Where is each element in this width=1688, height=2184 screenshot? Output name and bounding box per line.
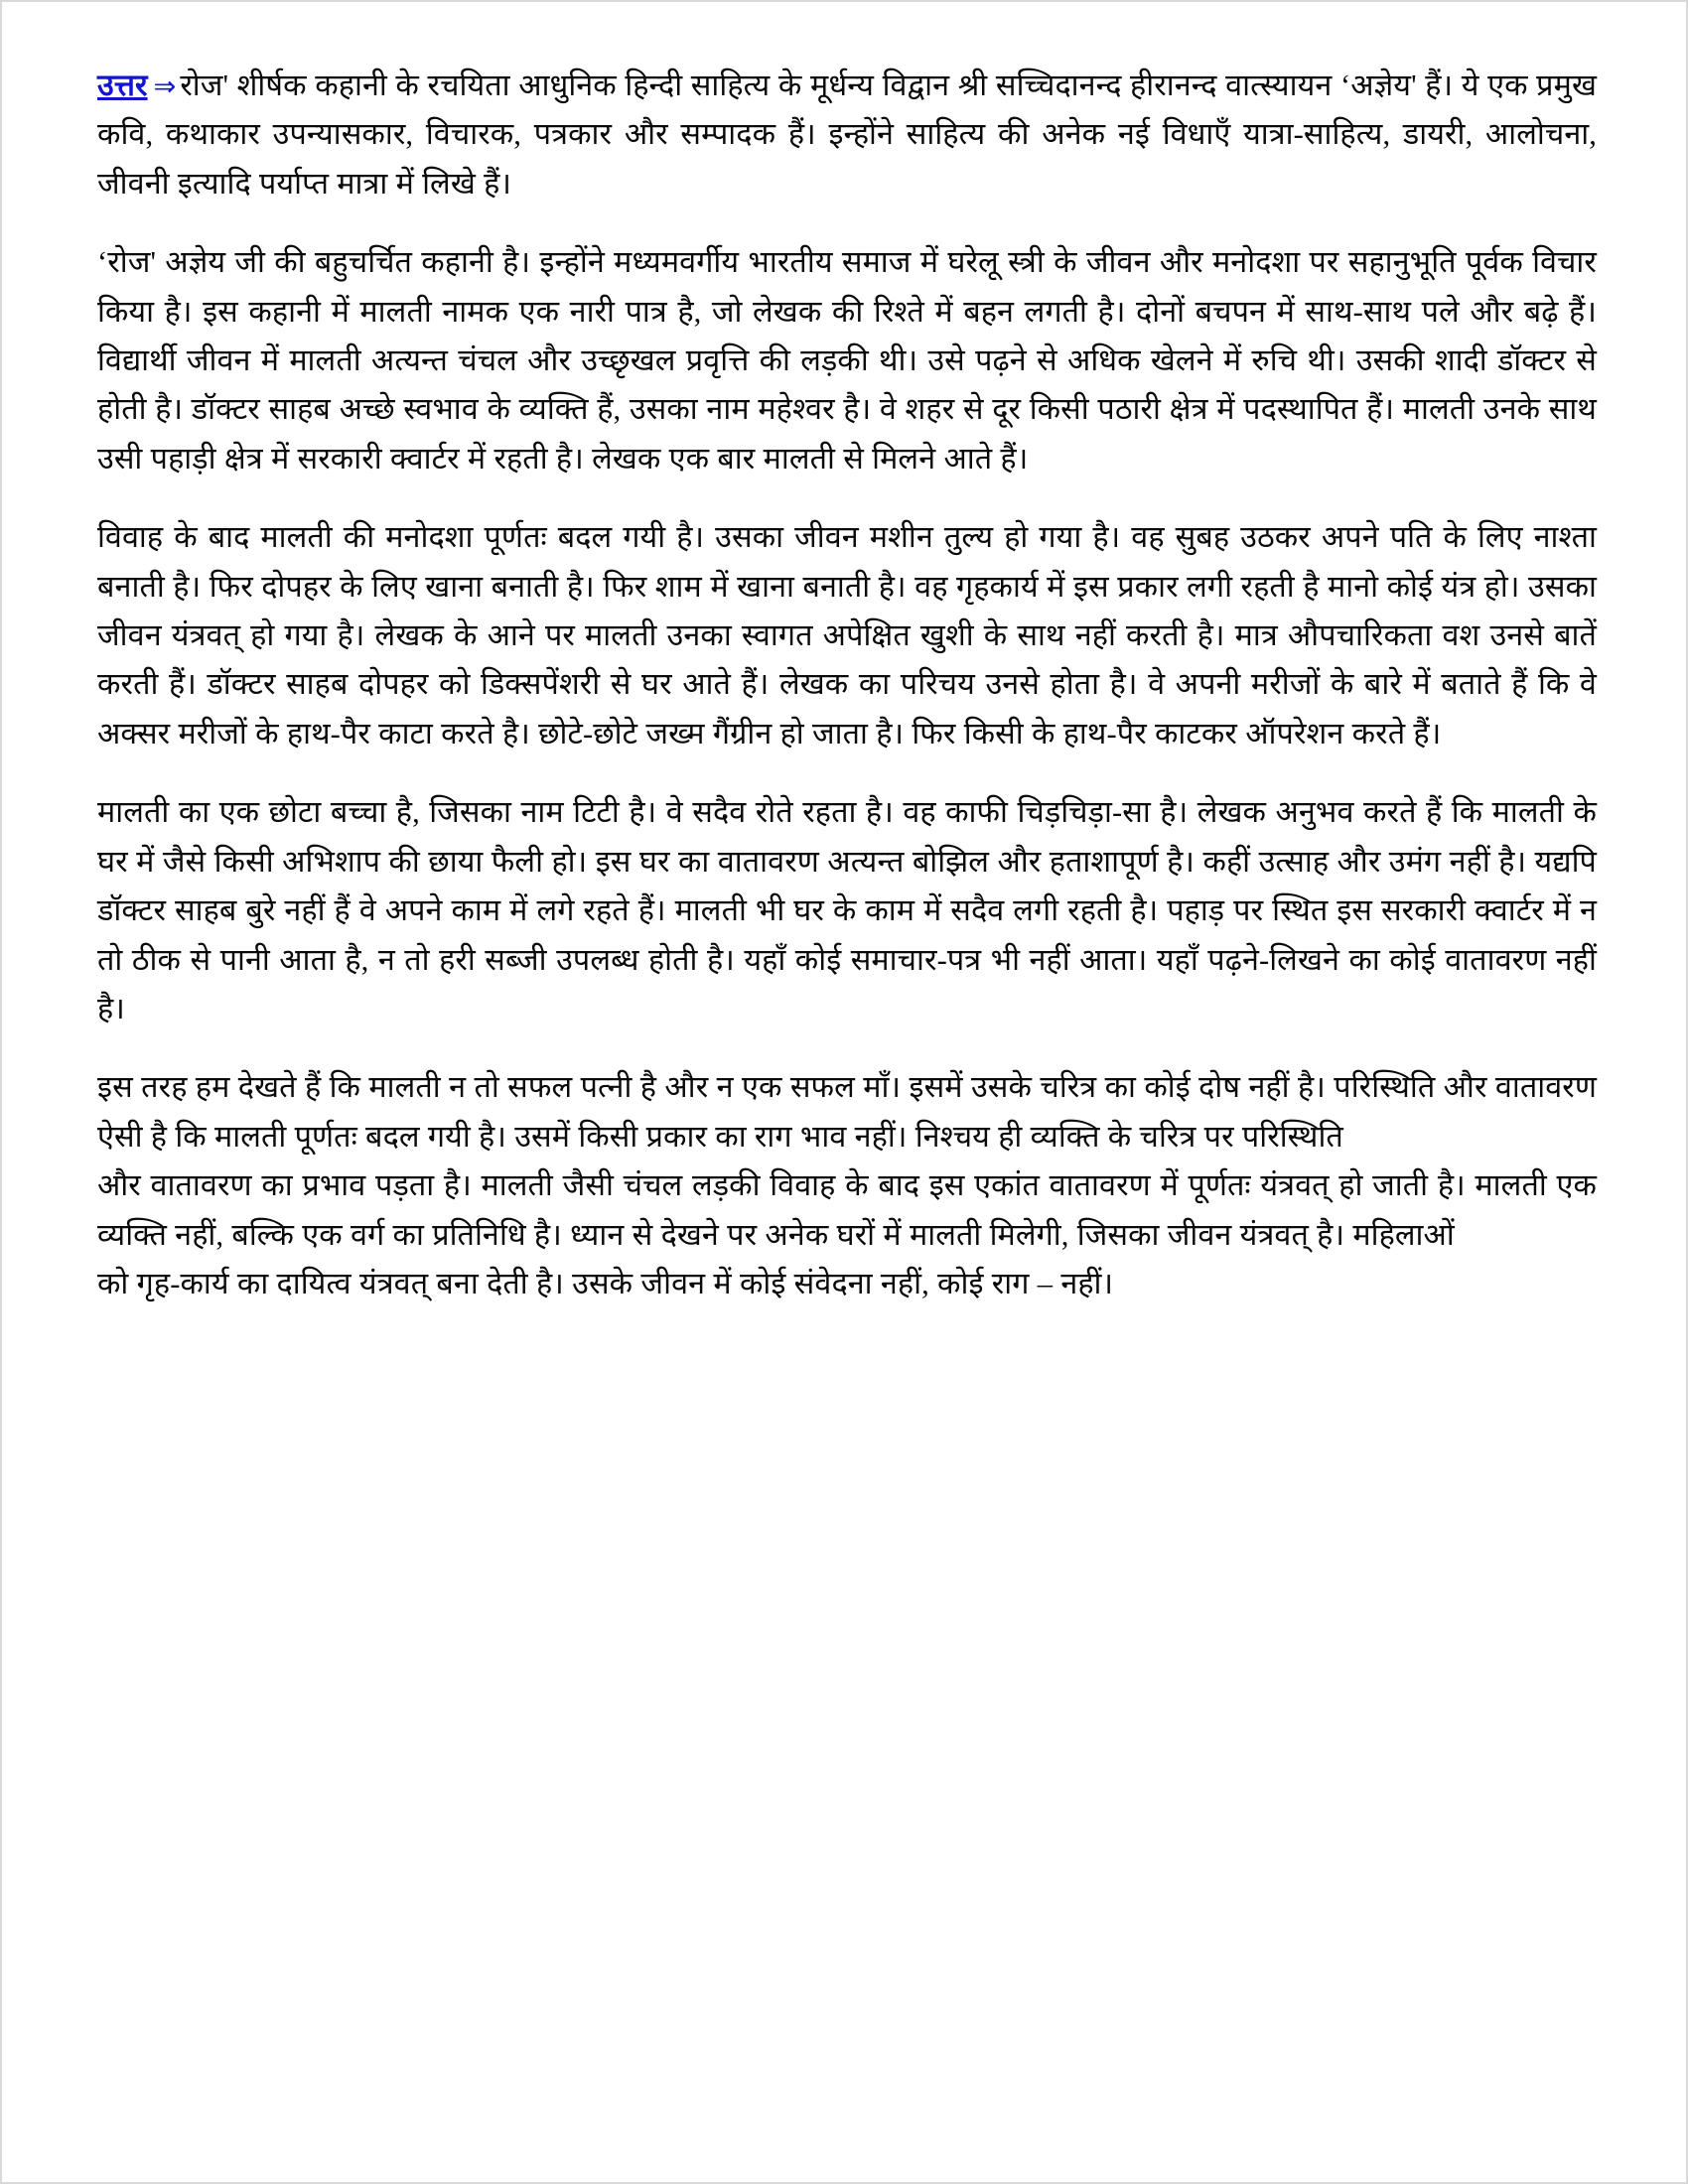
paragraph-5-part-c: को गृह-कार्य का दायित्व यंत्रवत् बना देती है। उसके जीवन में कोई संवेदना नहीं, कोई राग – नहीं। [97,1266,1114,1300]
paragraph-5-part-a: इस तरह हम देखते हैं कि मालती न तो सफल पत्नी है और न एक सफल माँ। इसमें उसके चरित्र का कोई दोष नहीं है। परिस्थिति और वातावरण ऐसी है कि मालती पूर्णतः बदल गयी है। उसमें किसी प्रकार का राग भाव नहीं। निश्चय ही व्यक्ति के चरित्र पर परिस्थिति [97,1070,1597,1154]
answer-paragraph-1 [97,62,1597,208]
paragraph-2: ‘रोज' अज्ञेय जी की बहुचर्चित कहानी है। इन्होंने मध्यमवर्गीय भारतीय समाज में घरेलू स्त्री के जीवन और मनोदशा पर सहानुभूति पूर्वक विचार किया है। इस कहानी में मालती नामक एक नारी पात्र है, जो लेखक की रिश्ते में बहन लगती है। दोनों बचपन में साथ-साथ पले और बढ़े हैं। विद्यार्थी जीवन में मालती अत्यन्त चंचल और उच्छृखल प्रवृत्ति की लड़की थी। उसे पढ़ने से अधिक खेलने में रुचि थी। उसकी शादी डॉक्टर से होती है। डॉक्टर साहब अच्छे स्वभाव के व्यक्ति हैं, उसका नाम महेश्वर है। वे शहर से दूर किसी पठारी क्षेत्र में पदस्थापित हैं। मालती उनके साथ उसी पहाड़ी क्षेत्र में सरकारी क्वार्टर में रहती है। लेखक एक बार मालती से मिलने आते हैं। [97,245,1597,476]
paragraph-5-part-b: और वातावरण का प्रभाव पड़ता है। मालती जैसी चंचल लड़की विवाह के बाद इस एकांत वातावरण में पूर्णतः यंत्रवत् हो जाती है। मालती एक व्यक्ति नहीं, बल्कि एक वर्ग का प्रतिनिधि है। ध्यान से देखने पर अनेक घरों में मालती मिलेगी, जिसका जीवन यंत्रवत् है। महिलाओं [97,1168,1597,1252]
answer-paragraph-1-text: रोज' शीर्षक कहानी के रचयिता आधुनिक हिन्दी साहित्य के मूर्धन्य विद्वान श्री सच्चिदानन्द हीरानन्द वात्स्यायन ‘अज्ञेय' हैं। ये एक प्रमुख कवि, कथाकार उपन्यासकार, विचारक, पत्रकार और सम्पादक हैं। इन्होंने साहित्य की अनेक नई विधाएँ यात्रा-साहित्य, डायरी, आलोचना, जीवनी इत्यादि पर्याप्त मात्रा में लिखे हैं। [97,68,1597,201]
answer-arrow-icon: ⇒ [153,71,177,102]
answer-label: उत्तर [97,68,148,102]
document-body [97,62,1597,2093]
blank-page-area [97,1338,1597,2093]
paragraph-3: विवाह के बाद मालती की मनोदशा पूर्णतः बदल गयी है। उसका जीवन मशीन तुल्य हो गया है। वह सुबह उठकर अपने पति के लिए नाश्ता बनाती है। फिर दोपहर के लिए खाना बनाती है। फिर शाम में खाना बनाती है। वह गृहकार्य में इस प्रकार लगी रहती है मानो कोई यंत्र हो। उसका जीवन यंत्रवत् हो गया है। लेखक के आने पर मालती उनका स्वागत अपेक्षित खुशी के साथ नहीं करती है। मात्र औपचारिकता वश उनसे बातें करती हैं। डॉक्टर साहब दोपहर को डिक्सपेंशरी से घर आते हैं। लेखक का परिचय उनसे होता है। वे अपनी मरीजों के बारे में बताते हैं कि वे अक्सर मरीजों के हाथ-पैर काटा करते है। छोटे-छोटे जख्म गैंग्रीन हो जाता है। फिर किसी के हाथ-पैर काटकर ऑपरेशन करते हैं। [97,520,1597,751]
paragraph-4: मालती का एक छोटा बच्चा है, जिसका नाम टिटी है। वे सदैव रोते रहता है। वह काफी चिड़चिड़ा-सा है। लेखक अनुभव करते हैं कि मालती के घर में जैसे किसी अभिशाप की छाया फैली हो। इस घर का वातावरण अत्यन्त बोझिल और हताशापूर्ण है। कहीं उत्साह और उमंग नहीं है। यद्यपि डॉक्टर साहब बुरे नहीं हैं वे अपने काम में लगे रहते हैं। मालती भी घर के काम में सदैव लगी रहती है। पहाड़ पर स्थित इस सरकारी क्वार्टर में न तो ठीक से पानी आता है, न तो हरी सब्जी उपलब्ध होती है। यहाँ कोई समाचार-पत्र भी नहीं आता। यहाँ पढ़ने-लिखने का कोई वातावरण नहीं है। [97,795,1597,1025]
